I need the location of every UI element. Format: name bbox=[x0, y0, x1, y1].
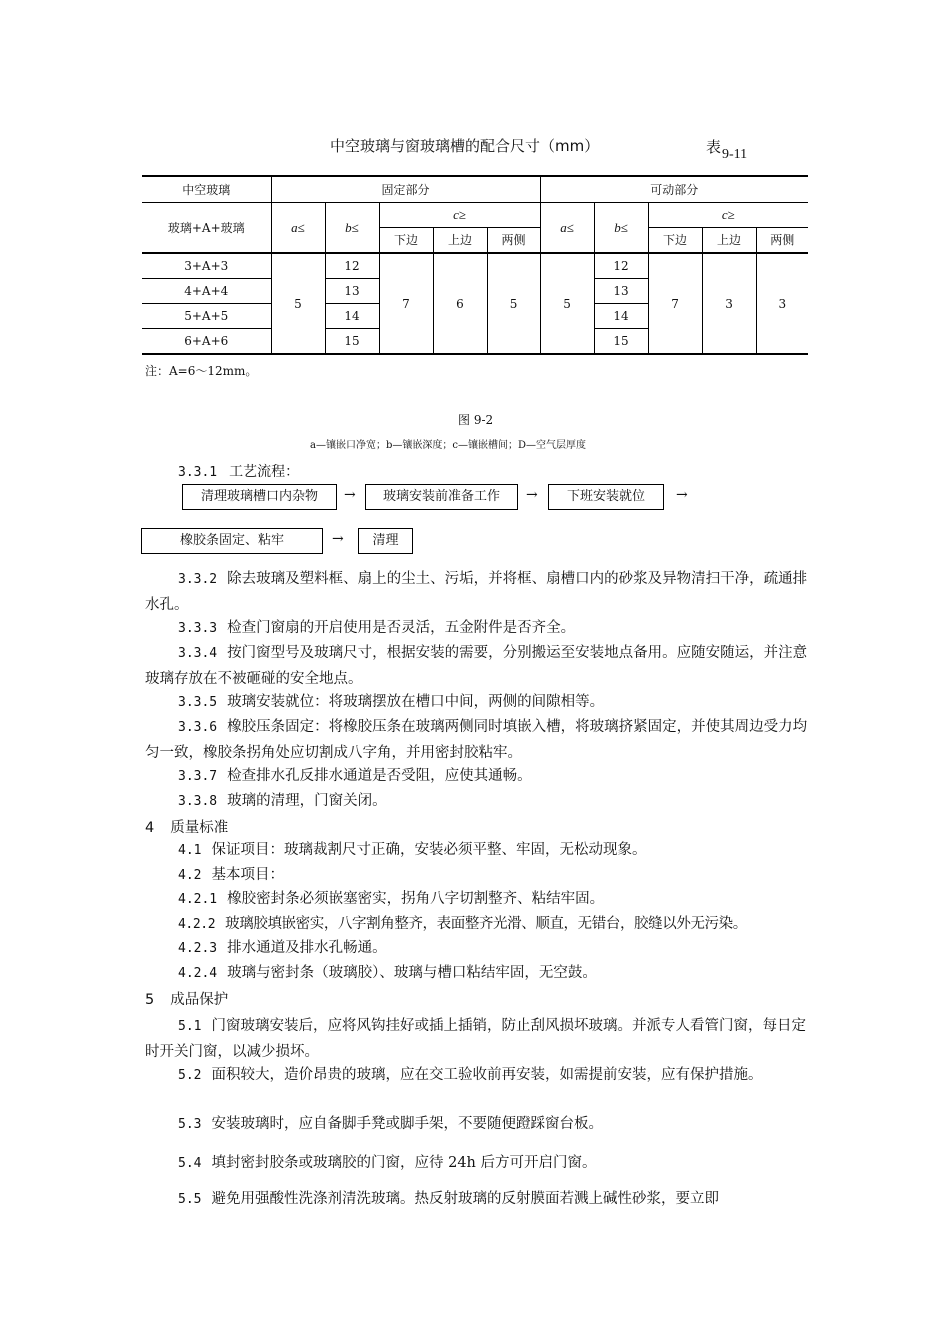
movable-b-value: 12 bbox=[594, 253, 648, 279]
paragraph-3-3-6: 3.3.6 橡胶压条固定：将橡胶压条在玻璃两侧同时填嵌入槽，将玻璃挤紧固定，并使其周边受力均匀一致，橡胶条拐角处应切割成八字角，并用密封胶粘牢。 bbox=[145, 719, 808, 761]
paragraph-5-1: 5.1 门窗玻璃安装后，应将风钩挂好或插上插销，防止刮风损坏玻璃。并派专人看管门窗，每日定时开关门窗，以减少损坏。 bbox=[145, 1018, 806, 1060]
paragraph-5-4: 5.4 填封密封胶条或玻璃胶的门窗，应待 24h 后方可开启门窗。 bbox=[178, 1155, 597, 1171]
header-movable-part: 可动部分 bbox=[540, 176, 808, 203]
flow-step-clean-groove: 清理玻璃槽口内杂物 bbox=[182, 484, 337, 510]
table-title: 中空玻璃与窗玻璃槽的配合尺寸（mm） bbox=[330, 137, 600, 155]
paragraph-3-3-5: 3.3.5 玻璃安装就位：将玻璃摆放在槽口中间，两侧的间隙相等。 bbox=[178, 694, 605, 710]
paragraph-5-3: 5.3 安装玻璃时，应自备脚手凳或脚手架，不要随便蹬踩窗台板。 bbox=[178, 1116, 603, 1132]
header-hollow-glass: 中空玻璃 bbox=[142, 176, 271, 203]
fixed-b-value: 13 bbox=[325, 279, 379, 304]
arrow-icon: → bbox=[344, 487, 356, 503]
header-movable-upper: 上边 bbox=[702, 228, 756, 254]
fixed-c-lower: 7 bbox=[379, 253, 433, 354]
table-row-label: 5+A+5 bbox=[142, 304, 271, 329]
movable-a-value: 5 bbox=[540, 253, 594, 354]
movable-b-value: 13 bbox=[594, 279, 648, 304]
paragraph-5-5: 5.5 避免用强酸性洗涤剂清洗玻璃。热反射玻璃的反射膜面若溅上碱性砂浆，要立即 bbox=[178, 1191, 719, 1207]
table-number-value: 9-11 bbox=[722, 147, 748, 162]
header-glass-formula: 玻璃+A+玻璃 bbox=[142, 203, 271, 254]
flow-heading bbox=[178, 461, 299, 481]
section-5-heading: 5 成品保护 bbox=[145, 992, 229, 1008]
paragraph-3-3-3: 3.3.3 检查门窗扇的开启使用是否灵活，五金附件是否齐全。 bbox=[178, 620, 576, 636]
table-row-label: 4+A+4 bbox=[142, 279, 271, 304]
movable-b-value: 15 bbox=[594, 329, 648, 355]
arrow-icon: → bbox=[676, 487, 688, 503]
fixed-b-value: 15 bbox=[325, 329, 379, 355]
movable-c-upper: 3 bbox=[702, 253, 756, 354]
arrow-icon: → bbox=[526, 487, 538, 503]
table-note: 注：A=6～12mm。 bbox=[145, 364, 258, 378]
header-movable-b: b≤ bbox=[594, 203, 648, 254]
paragraph-3-3-7: 3.3.7 检查排水孔反排水通道是否受阻，应使其通畅。 bbox=[178, 768, 532, 784]
header-fixed-c: c≥ bbox=[379, 203, 540, 228]
table-number-prefix: 表 bbox=[706, 138, 722, 156]
header-fixed-a: a≤ bbox=[271, 203, 325, 254]
paragraph-4-2: 4.2 基本项目： bbox=[178, 867, 284, 883]
header-fixed-sides: 两侧 bbox=[487, 228, 540, 254]
paragraph-4-2-3: 4.2.3 排水通道及排水孔畅通。 bbox=[178, 940, 387, 956]
paragraph-5-2: 5.2 面积较大，造价昂贵的玻璃，应在交工验收前再安装，如需提前安装，应有保护措施。 bbox=[178, 1067, 763, 1083]
flow-step-position: 下班安装就位 bbox=[548, 484, 664, 510]
flow-step-prepare: 玻璃安装前准备工作 bbox=[365, 484, 518, 510]
fixed-b-value: 14 bbox=[325, 304, 379, 329]
movable-b-value: 14 bbox=[594, 304, 648, 329]
fixed-a-value: 5 bbox=[271, 253, 325, 354]
header-fixed-part: 固定部分 bbox=[271, 176, 540, 203]
figure-title: 图 9-2 bbox=[458, 413, 494, 427]
paragraph-4-1: 4.1 保证项目：玻璃裁割尺寸正确，安装必须平整、牢固，无松动现象。 bbox=[178, 842, 647, 858]
header-fixed-upper: 上边 bbox=[433, 228, 487, 254]
header-fixed-lower: 下边 bbox=[379, 228, 433, 254]
section-4-heading: 4 质量标准 bbox=[145, 820, 229, 836]
paragraph-3-3-8: 3.3.8 玻璃的清理，门窗关闭。 bbox=[178, 793, 387, 809]
fixed-c-sides: 5 bbox=[487, 253, 540, 354]
dimension-table bbox=[142, 175, 808, 355]
header-movable-sides: 两侧 bbox=[756, 228, 808, 254]
paragraph-4-2-2: 4.2.2 玻璃胶填嵌密实，八字割角整齐，表面整齐光滑、顺直，无错台，胶缝以外无污染。 bbox=[178, 916, 747, 932]
table-row-label: 3+A+3 bbox=[142, 253, 271, 279]
table-row-label: 6+A+6 bbox=[142, 329, 271, 355]
header-movable-a: a≤ bbox=[540, 203, 594, 254]
fixed-c-upper: 6 bbox=[433, 253, 487, 354]
flow-step-rubber-fix: 橡胶条固定、粘牢 bbox=[141, 528, 323, 554]
flow-heading-number: 3.3.1 bbox=[178, 465, 218, 480]
header-movable-lower: 下边 bbox=[648, 228, 702, 254]
header-movable-c: c≥ bbox=[648, 203, 808, 228]
flow-heading-text: 工艺流程： bbox=[229, 464, 300, 480]
paragraph-4-2-4: 4.2.4 玻璃与密封条（玻璃胶）、玻璃与槽口粘结牢固，无空鼓。 bbox=[178, 965, 597, 981]
paragraph-4-2-1: 4.2.1 橡胶密封条必须嵌塞密实，拐角八字切割整齐、粘结牢固。 bbox=[178, 891, 605, 907]
figure-caption: a—镶嵌口净宽；b—镶嵌深度；c—镶嵌槽间；D—空气层厚度 bbox=[310, 440, 586, 451]
header-fixed-b: b≤ bbox=[325, 203, 379, 254]
arrow-icon: → bbox=[332, 531, 344, 547]
paragraph-3-3-2: 3.3.2 除去玻璃及塑料框、扇上的尘土、污垢，并将框、扇槽口内的砂浆及异物清扫干净，疏通排水孔。 bbox=[145, 571, 808, 613]
movable-c-lower: 7 bbox=[648, 253, 702, 354]
fixed-b-value: 12 bbox=[325, 253, 379, 279]
movable-c-sides: 3 bbox=[756, 253, 808, 354]
flow-step-cleanup: 清理 bbox=[358, 528, 413, 554]
paragraph-3-3-4: 3.3.4 按门窗型号及玻璃尺寸，根据安装的需要，分别搬运至安装地点备用。应随安随运，并注意玻璃存放在不被砸碰的安全地点。 bbox=[145, 645, 808, 687]
table-number bbox=[706, 136, 748, 162]
